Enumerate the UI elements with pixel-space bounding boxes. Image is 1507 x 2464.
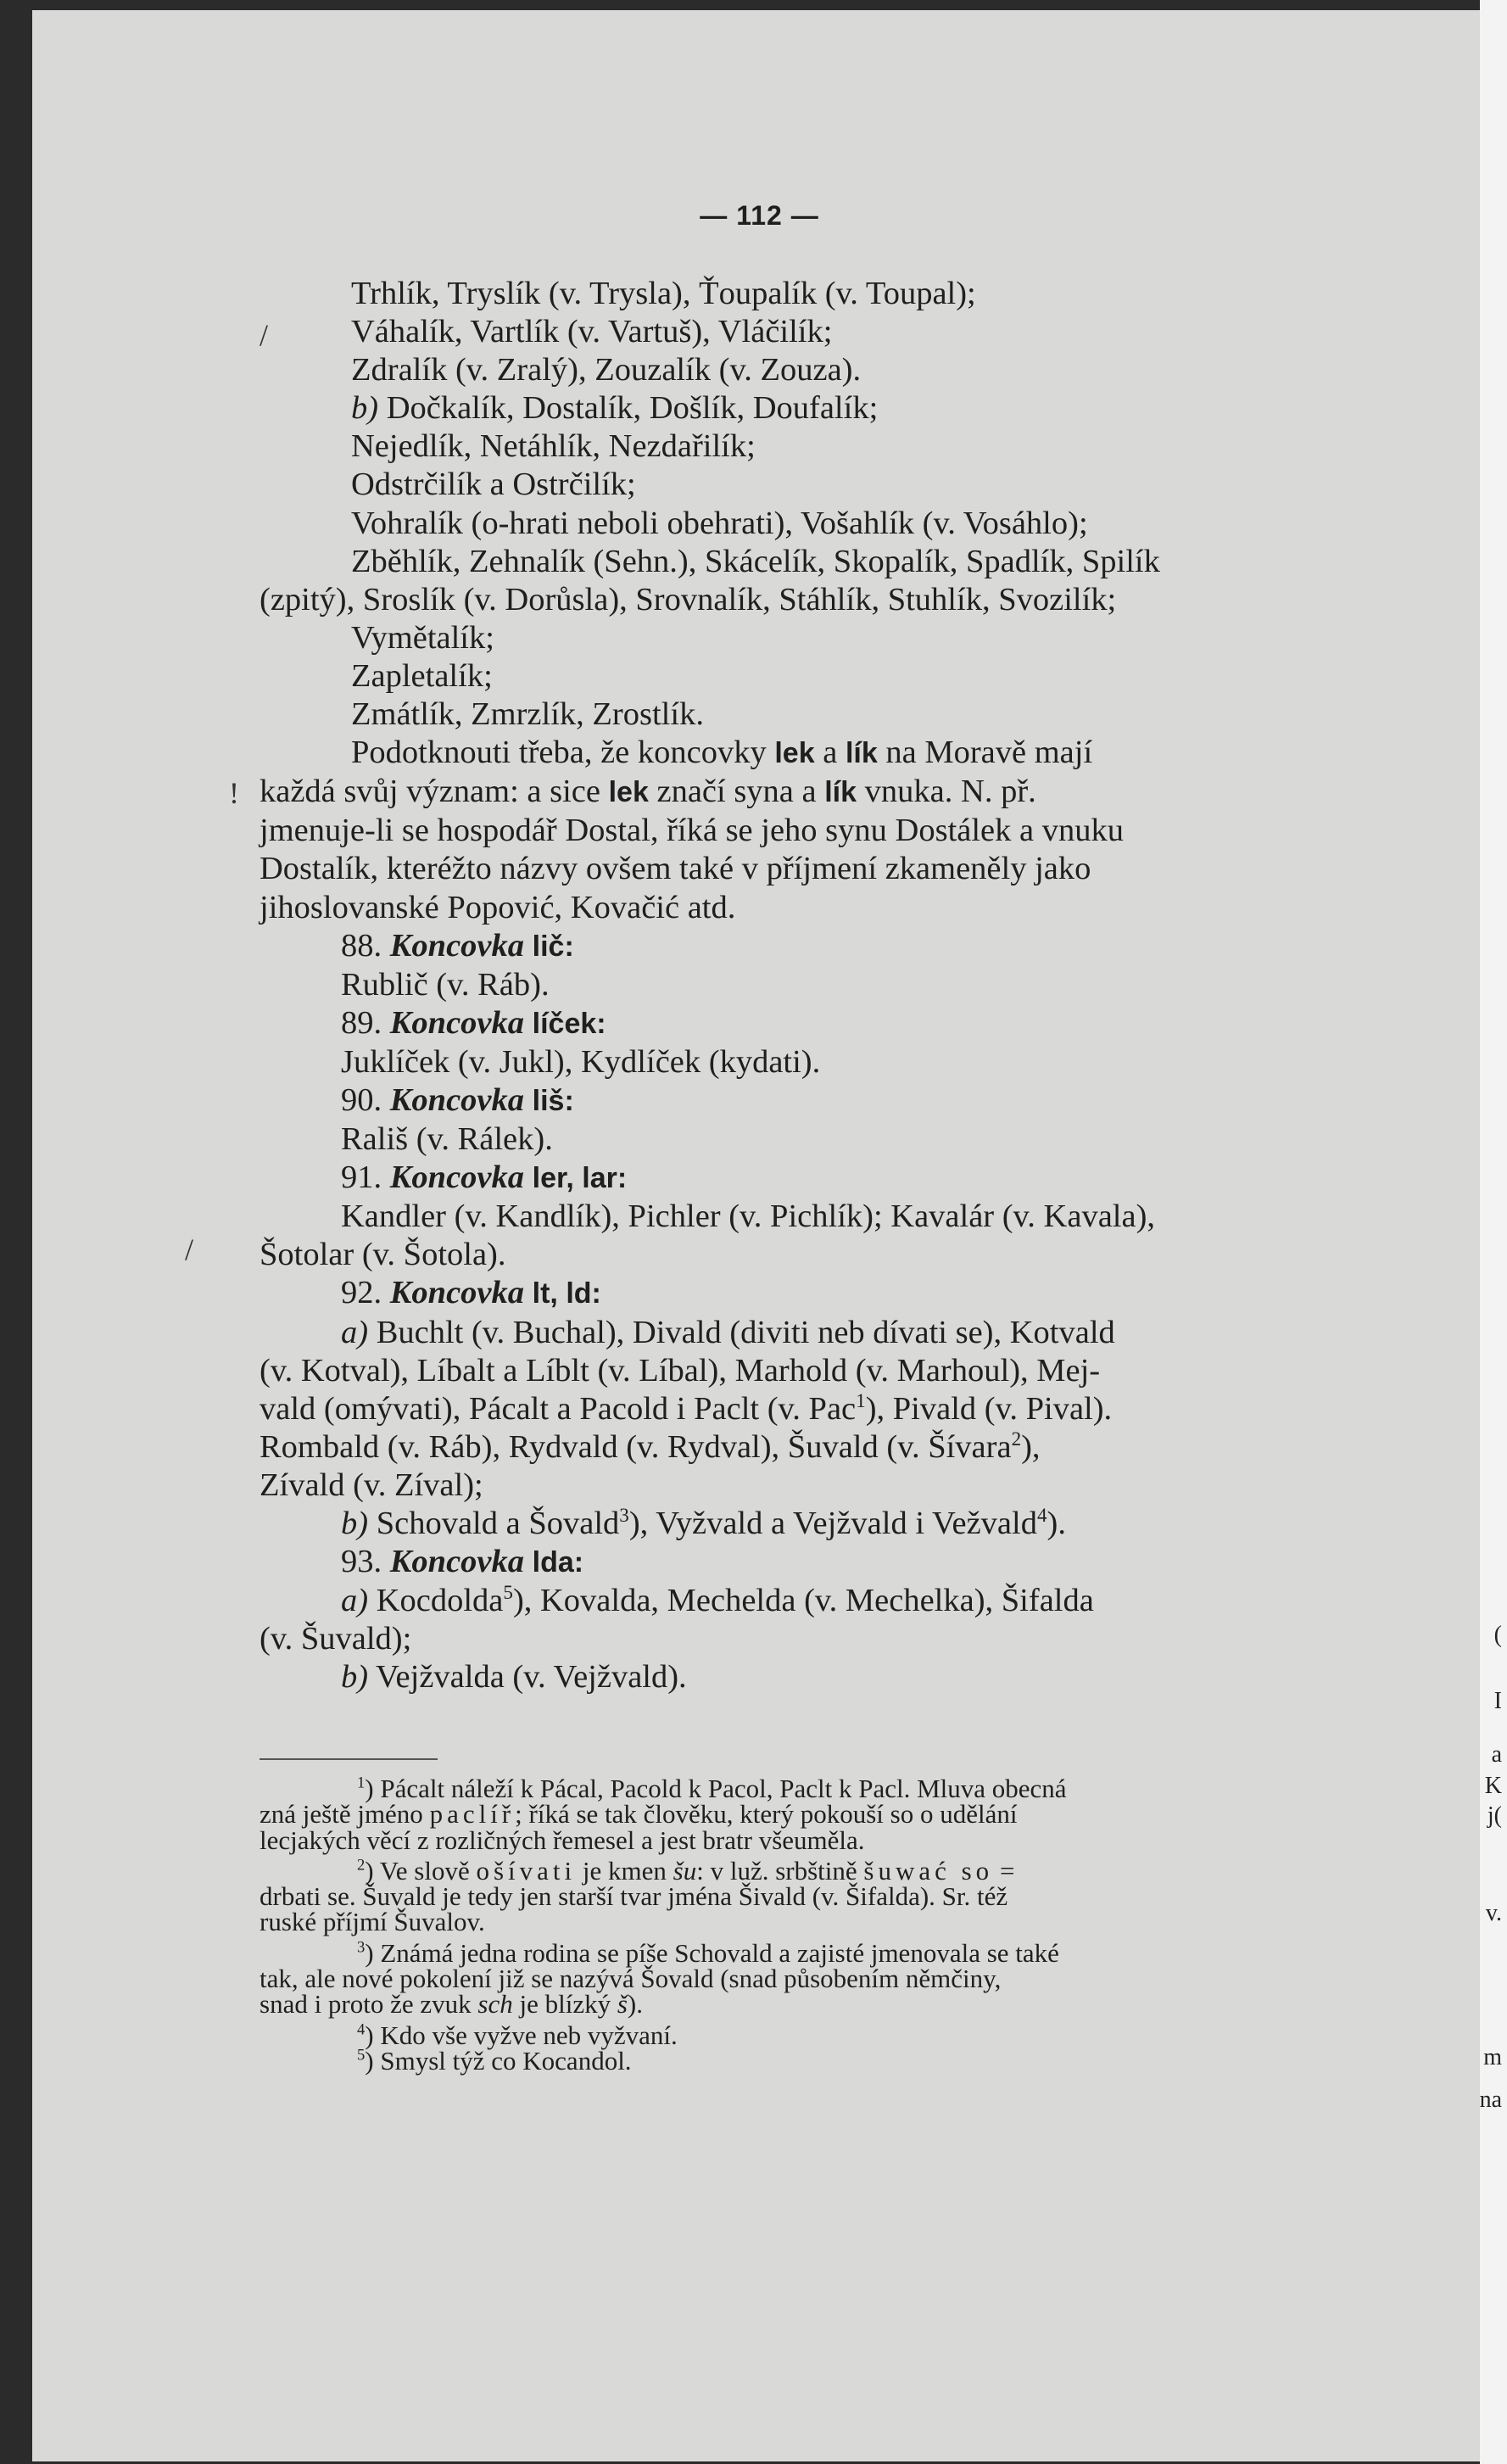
paragraph-line: Podotknouti třeba, že koncovky lek a lík na Moravě mají [351, 735, 1093, 771]
scanned-page [32, 10, 1487, 2461]
footnote-3: $^3$) Známá jedna rodina se píše Schovald a zajisté jmenovala se také [357, 1937, 1059, 1968]
edge-glyph: a [1491, 1741, 1502, 1768]
section-heading-93: 93. Koncovka lda: [341, 1544, 584, 1580]
text-line: Zapletalík; [351, 657, 493, 694]
margin-mark-2: ! [229, 776, 239, 810]
footnote-divider [260, 1758, 438, 1760]
text-line: Odstrčilík a Ostrčilík; [351, 467, 636, 503]
footnote-line: lecjakých věcí z rozličných řemesel a jest bratr všeuměla. [260, 1824, 865, 1855]
edge-glyph: na [1479, 2087, 1502, 2113]
footnote-1: $^1$) Pácalt náleží k Pácal, Pacold k Pacol, Paclt k Pacl. Mluva obecná [357, 1774, 1067, 1803]
section-heading-89: 89. Koncovka líček: [341, 1004, 606, 1041]
text-line: Zmátlík, Zmrzlík, Zrostlík. [351, 696, 704, 733]
section-text: Juklíček (v. Jukl), Kydlíček (kydati). [341, 1043, 821, 1080]
text-line: b) Dočkalík, Dostalík, Došlík, Doufalík; [351, 390, 879, 427]
text-line: Nejedlík, Netáhlík, Nezdařilík; [351, 428, 756, 465]
text-line: Zdralík (v. Zralý), Zouzalík (v. Zouza). [351, 352, 862, 388]
section-text: b) Schovald a Šovald$^3$), Vyžvald a Vejžvald i Vežvald$^4$). [341, 1504, 1066, 1541]
section-text: Rališ (v. Rálek). [341, 1121, 553, 1158]
section-text: Rombald (v. Ráb), Rydvald (v. Rydval), Šuvald (v. Šívara$^2$), [260, 1427, 1041, 1465]
section-text: (v. Kotval), Líbalt a Líblt (v. Líbal), Marhold (v. Marhoul), Mej- [260, 1352, 1101, 1388]
footnote-line: drbati se. Šuvald je tedy jen starší tvar jména Šivald (v. Šifalda). Sr. též [260, 1881, 1008, 1912]
paragraph-line: každá svůj význam: a sice lek značí syna a lík vnuka. N. př. [260, 774, 1036, 810]
section-heading-91: 91. Koncovka ler, lar: [341, 1159, 628, 1196]
section-text: a) Kocdolda$^5$), Kovalda, Mechelda (v. Mechelka), Šifalda [341, 1581, 1094, 1619]
section-text: b) Vejžvalda (v. Vejžvald). [341, 1659, 687, 1696]
edge-glyph: I [1493, 1688, 1502, 1714]
margin-mark-3: / [185, 1232, 194, 1266]
footnote-line: snad i proto že zvuk sch je blízký š). [260, 1989, 643, 2020]
paragraph-line: Dostalík, kteréžto názvy ovšem také v příjmení zkameněly jako [260, 851, 1091, 887]
footnote-2: $^2$) Ve slově ošívati je kmen šu: v luž. srbštině šuwać so = [357, 1855, 1015, 1886]
page-number: — 112 — [700, 200, 819, 231]
paragraph-line: jihoslovanské Popović, Kovačić atd. [260, 889, 736, 925]
section-text: vald (omývati), Pácalt a Pacold i Paclt (v. Pac$^1$), Pivald (v. Pival). [260, 1388, 1113, 1427]
section-text: Kandler (v. Kandlík), Pichler (v. Pichlík); Kavalár (v. Kavala), [341, 1198, 1156, 1235]
edge-glyph: ( [1493, 1622, 1502, 1648]
page-content [32, 10, 1487, 2461]
section-text: Šotolar (v. Šotola). [260, 1237, 506, 1273]
text-line: Trhlík, Tryslík (v. Trysla), Ťoupalík (v. Toupal); [351, 276, 976, 311]
adjacent-page-edge [1480, 0, 1507, 2464]
paragraph-line: jmenuje-li se hospodář Dostal, říká se jeho synu Dostálek a vnuku [260, 813, 1124, 849]
text-line: Vohralík (o-hrati neboli obehrati), Vošahlík (v. Vosáhlo); [351, 505, 1088, 541]
text-line: (zpitý), Sroslík (v. Dorůsla), Srovnalík, Stáhlík, Stuhlík, Svozilík; [260, 581, 1117, 617]
edge-glyph: K [1484, 1773, 1502, 1799]
section-heading-90: 90. Koncovka liš: [341, 1081, 574, 1118]
footnote-4: $^4$) Kdo vše vyžve neb vyžvaní. [357, 2020, 678, 2050]
footnote-line: tak, ale nové pokolení již se nazývá Šovald (snad působením němčiny, [260, 1964, 1002, 1994]
margin-mark-1: / [260, 318, 269, 352]
section-heading-92: 92. Koncovka lt, ld: [341, 1275, 601, 1311]
edge-glyph: v. [1485, 1900, 1502, 1926]
section-heading-88: 88. Koncovka lič: [341, 927, 574, 964]
section-text: (v. Šuvald); [260, 1621, 412, 1657]
footnotes [260, 1776, 1421, 2074]
section-text: Rublič (v. Ráb). [341, 966, 550, 1003]
section-text: Zívald (v. Zíval); [260, 1467, 483, 1503]
text-line: Vymětalík; [351, 619, 494, 656]
footnote-line: ruské příjmí Šuvalov. [260, 1907, 485, 1937]
edge-glyph: m [1483, 2044, 1502, 2070]
text-line: Váhalík, Vartlík (v. Vartuš), Vláčilík; [351, 314, 833, 350]
edge-glyph: j( [1487, 1802, 1502, 1829]
text-line: Zběhlík, Zehnalík (Sehn.), Skácelík, Skopalík, Spadlík, Spilík [351, 543, 1160, 579]
footnote-line: zná ještě jméno paclíř; říká se tak člověku, který pokouší so o udělání [260, 1799, 1018, 1830]
main-text [260, 275, 1426, 1696]
section-text: a) Buchlt (v. Buchal), Divald (diviti neb dívati se), Kotvald [341, 1314, 1115, 1350]
footnote-5: $^5$) Smysl týž co Kocandol. [357, 2045, 632, 2076]
